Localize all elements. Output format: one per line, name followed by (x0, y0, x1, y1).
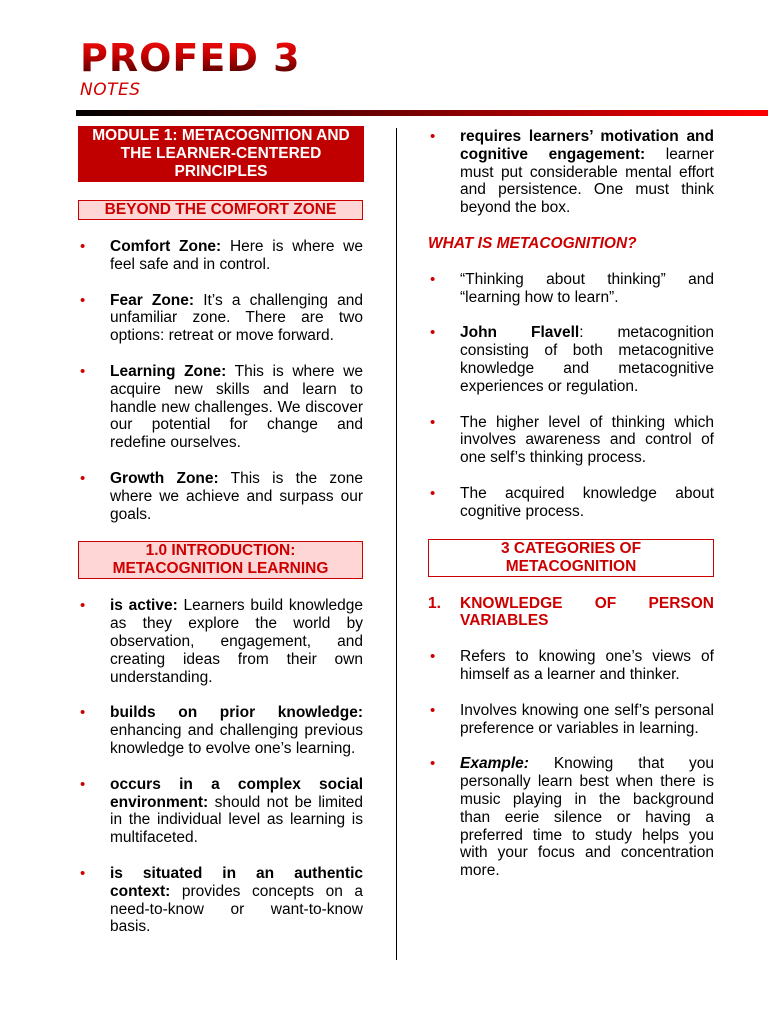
categories-heading-box: 3 CATEGORIES OF METACOGNITION (428, 539, 714, 577)
motivation-list (428, 128, 714, 217)
list-item: • requires learners’ motivation and cognitive engagement: learner must put considerable mental effort and persistence. One must think beyond the box. (428, 128, 714, 217)
header-rule (76, 110, 768, 116)
section-heading-comfort-zone: BEYOND THE COMFORT ZONE (78, 200, 363, 220)
list-item: • The higher level of thinking which involves awareness and control of one self’s thinking process. (428, 414, 714, 467)
list-item: • is active: Learners build knowledge as they explore the world by observation, engagement, and creating ideas from their own understanding. (78, 597, 363, 686)
document-title: PROFED 3 (80, 36, 301, 80)
introduction-list (78, 597, 363, 936)
list-item: • John Flavell: metacognition consisting of both metacognitive knowledge and metacognitive experiences or regulation. (428, 324, 714, 395)
list-item: • Involves knowing one self’s personal preference or variables in learning. (428, 702, 714, 738)
list-item: • Example: Knowing that you personally learn best when there is music playing in the background than eerie silence or having a preferred time to study helps you with your focus and concentration more. (428, 755, 714, 880)
list-item: • Refers to knowing one’s views of himself as a learner and thinker. (428, 648, 714, 684)
list-item: • builds on prior knowledge: enhancing and challenging previous knowledge to evolve one’s learning. (78, 704, 363, 757)
module-heading-box: MODULE 1: METACOGNITION AND THE LEARNER-CENTERED PRINCIPLES (78, 126, 364, 182)
zones-list (78, 238, 363, 523)
document-subtitle: NOTES (80, 80, 141, 100)
list-item: • occurs in a complex social environment: should not be limited in the individual level as learning is multifaceted. (78, 776, 363, 847)
list-item: • Growth Zone: This is the zone where we achieve and surpass our goals. (78, 470, 363, 523)
list-item: • The acquired knowledge about cognitive process. (428, 485, 714, 521)
list-item: • Learning Zone: This is where we acquire new skills and learn to handle new challenges. We discover our potential for change and redefine ourselves. (78, 363, 363, 452)
left-column (78, 126, 363, 936)
list-item: • Fear Zone: It’s a challenging and unfamiliar zone. There are two options: retreat or move forward. (78, 292, 363, 345)
category-1-list (428, 648, 714, 880)
category-number: 1. (428, 594, 441, 612)
category-title: KNOWLEDGE OF PERSON VARIABLES (460, 594, 714, 630)
what-is-metacognition-heading: WHAT IS METACOGNITION? (428, 234, 637, 252)
list-item: • “Thinking about thinking” and “learning how to learn”. (428, 271, 714, 307)
list-item: • is situated in an authentic context: provides concepts on a need-to-know or want-to-know basis. (78, 865, 363, 936)
definition-list (428, 271, 714, 521)
category-1-heading (428, 595, 714, 631)
section-heading-introduction: 1.0 INTRODUCTION: METACOGNITION LEARNING (78, 541, 363, 579)
right-column (428, 126, 714, 880)
list-item: • Comfort Zone: Here is where we feel safe and in control. (78, 238, 363, 274)
column-divider (396, 128, 397, 960)
